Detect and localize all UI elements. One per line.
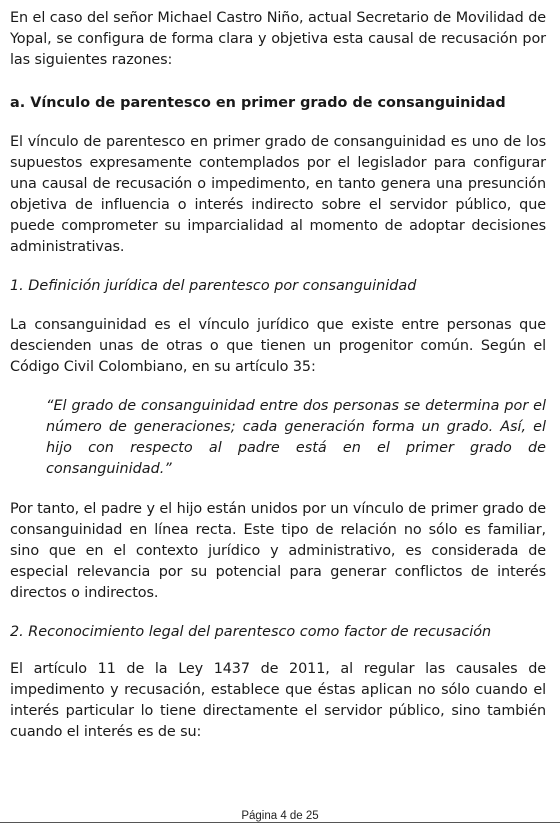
subsection-2-heading: 2. Reconocimiento legal del parentesco como factor de recusación xyxy=(10,624,492,640)
intro-paragraph: En el caso del señor Michael Castro Niño, actual Secretario de Movilidad de Yopal, se configura de forma clara y objetiva esta causal de recusación por las siguientes razones: xyxy=(10,10,546,68)
footer-divider xyxy=(0,822,560,823)
subsection-1-paragraph: La consanguinidad es el vínculo jurídico que existe entre personas que descienden unas de otras o que tienen un progenitor común. Según el Código Civil Colombiano, en su artículo 35: xyxy=(10,317,546,375)
section-a-heading: a. Vínculo de parentesco en primer grado de consanguinidad xyxy=(10,95,506,111)
subsection-1-followup-paragraph: Por tanto, el padre y el hijo están unidos por un vínculo de primer grado de consanguinidad en línea recta. Este tipo de relación no sólo es familiar, sino que en el contexto jurídico y administrativo, es considerada de especial relevancia por su potencial para generar conflictos de interés directos o indirectos. xyxy=(10,501,546,601)
section-a-paragraph: El vínculo de parentesco en primer grado de consanguinidad es uno de los supuestos expresamente contemplados por el legislador para configurar una causal de recusación o impedimento, en tanto genera una presunción objetiva de influencia o interés indirecto sobre el servidor público, que puede comprometer su imparcialidad al momento de adoptar decisiones administrativas. xyxy=(10,134,546,255)
article-quote: “El grado de consanguinidad entre dos personas se determina por el número de generaciones; cada generación forma un grado. Así, el hijo con respecto al padre está en el primer grado de consanguinidad.” xyxy=(46,398,546,477)
subsection-2-paragraph: El artículo 11 de la Ley 1437 de 2011, al regular las causales de impedimento y recusación, establece que éstas aplican no sólo cuando el interés particular lo tiene directamente el servidor público, sino también cuando el interés es de su: xyxy=(10,661,546,740)
subsection-1-heading: 1. Definición jurídica del parentesco por consanguinidad xyxy=(10,278,417,294)
page-number-footer: Página 4 de 25 xyxy=(241,810,319,822)
